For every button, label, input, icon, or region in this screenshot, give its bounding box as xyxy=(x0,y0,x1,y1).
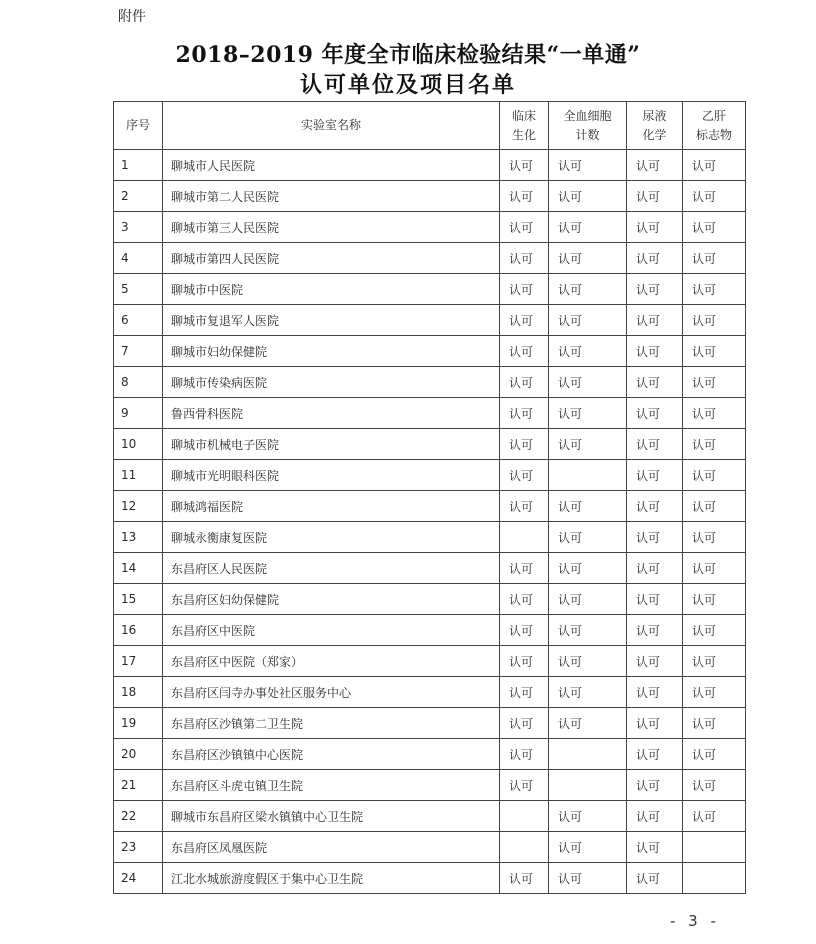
clinical-biochemistry-cell: 认可 xyxy=(500,429,549,460)
clinical-biochemistry-cell: 认可 xyxy=(500,615,549,646)
table-row xyxy=(114,491,746,522)
table-row xyxy=(114,429,746,460)
clinical-biochemistry-cell: 认可 xyxy=(500,367,549,398)
clinical-biochemistry-cell: 认可 xyxy=(500,553,549,584)
hepatitis-b-markers-cell: 认可 xyxy=(683,739,746,770)
clinical-biochemistry-cell xyxy=(500,832,549,863)
serial-number-cell: 17 xyxy=(114,646,163,677)
page-number: - 3 - xyxy=(670,912,720,930)
header-serial-number: 序号 xyxy=(114,102,163,150)
table-row xyxy=(114,832,746,863)
table-row xyxy=(114,708,746,739)
hepatitis-b-markers-cell: 认可 xyxy=(683,522,746,553)
clinical-biochemistry-cell: 认可 xyxy=(500,398,549,429)
clinical-biochemistry-cell: 认可 xyxy=(500,708,549,739)
serial-number-cell: 1 xyxy=(114,150,163,181)
hepatitis-b-markers-cell: 认可 xyxy=(683,150,746,181)
blood-cell-count-cell: 认可 xyxy=(549,584,627,615)
urine-chemistry-cell: 认可 xyxy=(627,367,683,398)
hepatitis-b-markers-cell: 认可 xyxy=(683,243,746,274)
blood-cell-count-cell: 认可 xyxy=(549,863,627,894)
clinical-biochemistry-cell: 认可 xyxy=(500,770,549,801)
clinical-biochemistry-cell xyxy=(500,522,549,553)
clinical-biochemistry-cell: 认可 xyxy=(500,584,549,615)
clinical-biochemistry-cell: 认可 xyxy=(500,646,549,677)
urine-chemistry-cell: 认可 xyxy=(627,646,683,677)
blood-cell-count-cell: 认可 xyxy=(549,615,627,646)
serial-number-cell: 22 xyxy=(114,801,163,832)
blood-cell-count-cell: 认可 xyxy=(549,243,627,274)
table-row xyxy=(114,181,746,212)
table-row xyxy=(114,770,746,801)
serial-number-cell: 3 xyxy=(114,212,163,243)
lab-name-cell: 聊城市光明眼科医院 xyxy=(163,460,500,491)
urine-chemistry-cell: 认可 xyxy=(627,212,683,243)
urine-chemistry-cell: 认可 xyxy=(627,770,683,801)
blood-cell-count-cell: 认可 xyxy=(549,677,627,708)
lab-name-cell: 东昌府区斗虎屯镇卫生院 xyxy=(163,770,500,801)
lab-name-cell: 聊城市第二人民医院 xyxy=(163,181,500,212)
hepatitis-b-markers-cell: 认可 xyxy=(683,801,746,832)
hepatitis-b-markers-cell: 认可 xyxy=(683,708,746,739)
blood-cell-count-cell xyxy=(549,739,627,770)
urine-chemistry-cell: 认可 xyxy=(627,708,683,739)
lab-name-cell: 聊城市人民医院 xyxy=(163,150,500,181)
urine-chemistry-cell: 认可 xyxy=(627,584,683,615)
lab-name-cell: 东昌府区凤凰医院 xyxy=(163,832,500,863)
clinical-biochemistry-cell xyxy=(500,801,549,832)
table-row xyxy=(114,212,746,243)
table-row xyxy=(114,615,746,646)
hepatitis-b-markers-cell: 认可 xyxy=(683,429,746,460)
urine-chemistry-cell: 认可 xyxy=(627,398,683,429)
blood-cell-count-cell: 认可 xyxy=(549,336,627,367)
blood-cell-count-cell: 认可 xyxy=(549,646,627,677)
header-blood-cell-count: 全血细胞 计数 xyxy=(549,102,627,150)
table-row xyxy=(114,336,746,367)
clinical-biochemistry-cell: 认可 xyxy=(500,305,549,336)
lab-name-cell: 东昌府区闫寺办事处社区服务中心 xyxy=(163,677,500,708)
clinical-biochemistry-cell: 认可 xyxy=(500,460,549,491)
blood-cell-count-cell: 认可 xyxy=(549,274,627,305)
blood-cell-count-cell: 认可 xyxy=(549,305,627,336)
urine-chemistry-cell: 认可 xyxy=(627,832,683,863)
hepatitis-b-markers-cell: 认可 xyxy=(683,336,746,367)
table-row xyxy=(114,584,746,615)
table-row xyxy=(114,274,746,305)
document-subtitle: 认可单位及项目名单 xyxy=(299,72,516,98)
table-row xyxy=(114,863,746,894)
serial-number-cell: 6 xyxy=(114,305,163,336)
urine-chemistry-cell: 认可 xyxy=(627,181,683,212)
hepatitis-b-markers-cell xyxy=(683,832,746,863)
blood-cell-count-cell: 认可 xyxy=(549,181,627,212)
blood-cell-count-cell xyxy=(549,460,627,491)
hepatitis-b-markers-cell: 认可 xyxy=(683,553,746,584)
table-header-row xyxy=(114,102,746,150)
lab-name-cell: 聊城市东昌府区梁水镇镇中心卫生院 xyxy=(163,801,500,832)
blood-cell-count-cell: 认可 xyxy=(549,491,627,522)
serial-number-cell: 14 xyxy=(114,553,163,584)
lab-name-cell: 聊城永衡康复医院 xyxy=(163,522,500,553)
header-urine-chemistry: 尿液 化学 xyxy=(627,102,683,150)
urine-chemistry-cell: 认可 xyxy=(627,615,683,646)
clinical-biochemistry-cell: 认可 xyxy=(500,212,549,243)
urine-chemistry-cell: 认可 xyxy=(627,677,683,708)
table-row xyxy=(114,522,746,553)
hepatitis-b-markers-cell: 认可 xyxy=(683,212,746,243)
hepatitis-b-markers-cell: 认可 xyxy=(683,615,746,646)
serial-number-cell: 15 xyxy=(114,584,163,615)
urine-chemistry-cell: 认可 xyxy=(627,243,683,274)
hepatitis-b-markers-cell: 认可 xyxy=(683,305,746,336)
header-hepatitis-b-markers: 乙肝 标志物 xyxy=(683,102,746,150)
urine-chemistry-cell: 认可 xyxy=(627,150,683,181)
document-title: 2018–2019 年度全市临床检验结果“一单通” xyxy=(175,42,641,68)
clinical-biochemistry-cell: 认可 xyxy=(500,677,549,708)
serial-number-cell: 13 xyxy=(114,522,163,553)
serial-number-cell: 9 xyxy=(114,398,163,429)
hepatitis-b-markers-cell: 认可 xyxy=(683,677,746,708)
serial-number-cell: 16 xyxy=(114,615,163,646)
serial-number-cell: 20 xyxy=(114,739,163,770)
serial-number-cell: 12 xyxy=(114,491,163,522)
clinical-biochemistry-cell: 认可 xyxy=(500,336,549,367)
urine-chemistry-cell: 认可 xyxy=(627,305,683,336)
lab-name-cell: 聊城市妇幼保健院 xyxy=(163,336,500,367)
urine-chemistry-cell: 认可 xyxy=(627,522,683,553)
accreditation-table xyxy=(113,101,746,894)
lab-name-cell: 东昌府区中医院（郑家） xyxy=(163,646,500,677)
hepatitis-b-markers-cell: 认可 xyxy=(683,584,746,615)
blood-cell-count-cell: 认可 xyxy=(549,832,627,863)
hepatitis-b-markers-cell: 认可 xyxy=(683,398,746,429)
blood-cell-count-cell: 认可 xyxy=(549,398,627,429)
hepatitis-b-markers-cell: 认可 xyxy=(683,770,746,801)
serial-number-cell: 18 xyxy=(114,677,163,708)
lab-name-cell: 聊城市第三人民医院 xyxy=(163,212,500,243)
lab-name-cell: 东昌府区沙镇镇中心医院 xyxy=(163,739,500,770)
urine-chemistry-cell: 认可 xyxy=(627,336,683,367)
lab-name-cell: 东昌府区沙镇第二卫生院 xyxy=(163,708,500,739)
table-row xyxy=(114,646,746,677)
hepatitis-b-markers-cell: 认可 xyxy=(683,181,746,212)
blood-cell-count-cell: 认可 xyxy=(549,708,627,739)
hepatitis-b-markers-cell xyxy=(683,863,746,894)
clinical-biochemistry-cell: 认可 xyxy=(500,243,549,274)
blood-cell-count-cell: 认可 xyxy=(549,522,627,553)
urine-chemistry-cell: 认可 xyxy=(627,460,683,491)
urine-chemistry-cell: 认可 xyxy=(627,739,683,770)
hepatitis-b-markers-cell: 认可 xyxy=(683,274,746,305)
blood-cell-count-cell xyxy=(549,770,627,801)
urine-chemistry-cell: 认可 xyxy=(627,801,683,832)
serial-number-cell: 10 xyxy=(114,429,163,460)
hepatitis-b-markers-cell: 认可 xyxy=(683,367,746,398)
serial-number-cell: 21 xyxy=(114,770,163,801)
header-lab-name: 实验室名称 xyxy=(163,102,500,150)
lab-name-cell: 江北水城旅游度假区于集中心卫生院 xyxy=(163,863,500,894)
table-row xyxy=(114,367,746,398)
attachment-label: 附件 xyxy=(118,9,146,25)
serial-number-cell: 2 xyxy=(114,181,163,212)
lab-name-cell: 聊城市机械电子医院 xyxy=(163,429,500,460)
lab-name-cell: 聊城市复退军人医院 xyxy=(163,305,500,336)
table-row xyxy=(114,460,746,491)
hepatitis-b-markers-cell: 认可 xyxy=(683,646,746,677)
serial-number-cell: 11 xyxy=(114,460,163,491)
clinical-biochemistry-cell: 认可 xyxy=(500,150,549,181)
clinical-biochemistry-cell: 认可 xyxy=(500,491,549,522)
serial-number-cell: 4 xyxy=(114,243,163,274)
hepatitis-b-markers-cell: 认可 xyxy=(683,491,746,522)
serial-number-cell: 5 xyxy=(114,274,163,305)
serial-number-cell: 7 xyxy=(114,336,163,367)
serial-number-cell: 8 xyxy=(114,367,163,398)
serial-number-cell: 19 xyxy=(114,708,163,739)
table-row xyxy=(114,553,746,584)
blood-cell-count-cell: 认可 xyxy=(549,429,627,460)
lab-name-cell: 东昌府区人民医院 xyxy=(163,553,500,584)
lab-name-cell: 聊城市传染病医院 xyxy=(163,367,500,398)
table-body xyxy=(114,150,746,894)
table-row xyxy=(114,739,746,770)
urine-chemistry-cell: 认可 xyxy=(627,491,683,522)
urine-chemistry-cell: 认可 xyxy=(627,863,683,894)
blood-cell-count-cell: 认可 xyxy=(549,553,627,584)
lab-name-cell: 聊城市中医院 xyxy=(163,274,500,305)
table-row xyxy=(114,150,746,181)
urine-chemistry-cell: 认可 xyxy=(627,274,683,305)
serial-number-cell: 23 xyxy=(114,832,163,863)
blood-cell-count-cell: 认可 xyxy=(549,367,627,398)
header-clinical-biochemistry: 临床 生化 xyxy=(500,102,549,150)
serial-number-cell: 24 xyxy=(114,863,163,894)
hepatitis-b-markers-cell: 认可 xyxy=(683,460,746,491)
table-row xyxy=(114,398,746,429)
lab-name-cell: 聊城市第四人民医院 xyxy=(163,243,500,274)
table-row xyxy=(114,305,746,336)
clinical-biochemistry-cell: 认可 xyxy=(500,274,549,305)
blood-cell-count-cell: 认可 xyxy=(549,801,627,832)
urine-chemistry-cell: 认可 xyxy=(627,429,683,460)
table-row xyxy=(114,677,746,708)
urine-chemistry-cell: 认可 xyxy=(627,553,683,584)
table-row xyxy=(114,243,746,274)
lab-name-cell: 东昌府区妇幼保健院 xyxy=(163,584,500,615)
lab-name-cell: 鲁西骨科医院 xyxy=(163,398,500,429)
lab-name-cell: 聊城鸿福医院 xyxy=(163,491,500,522)
table-row xyxy=(114,801,746,832)
clinical-biochemistry-cell: 认可 xyxy=(500,863,549,894)
blood-cell-count-cell: 认可 xyxy=(549,150,627,181)
clinical-biochemistry-cell: 认可 xyxy=(500,739,549,770)
clinical-biochemistry-cell: 认可 xyxy=(500,181,549,212)
blood-cell-count-cell: 认可 xyxy=(549,212,627,243)
lab-name-cell: 东昌府区中医院 xyxy=(163,615,500,646)
